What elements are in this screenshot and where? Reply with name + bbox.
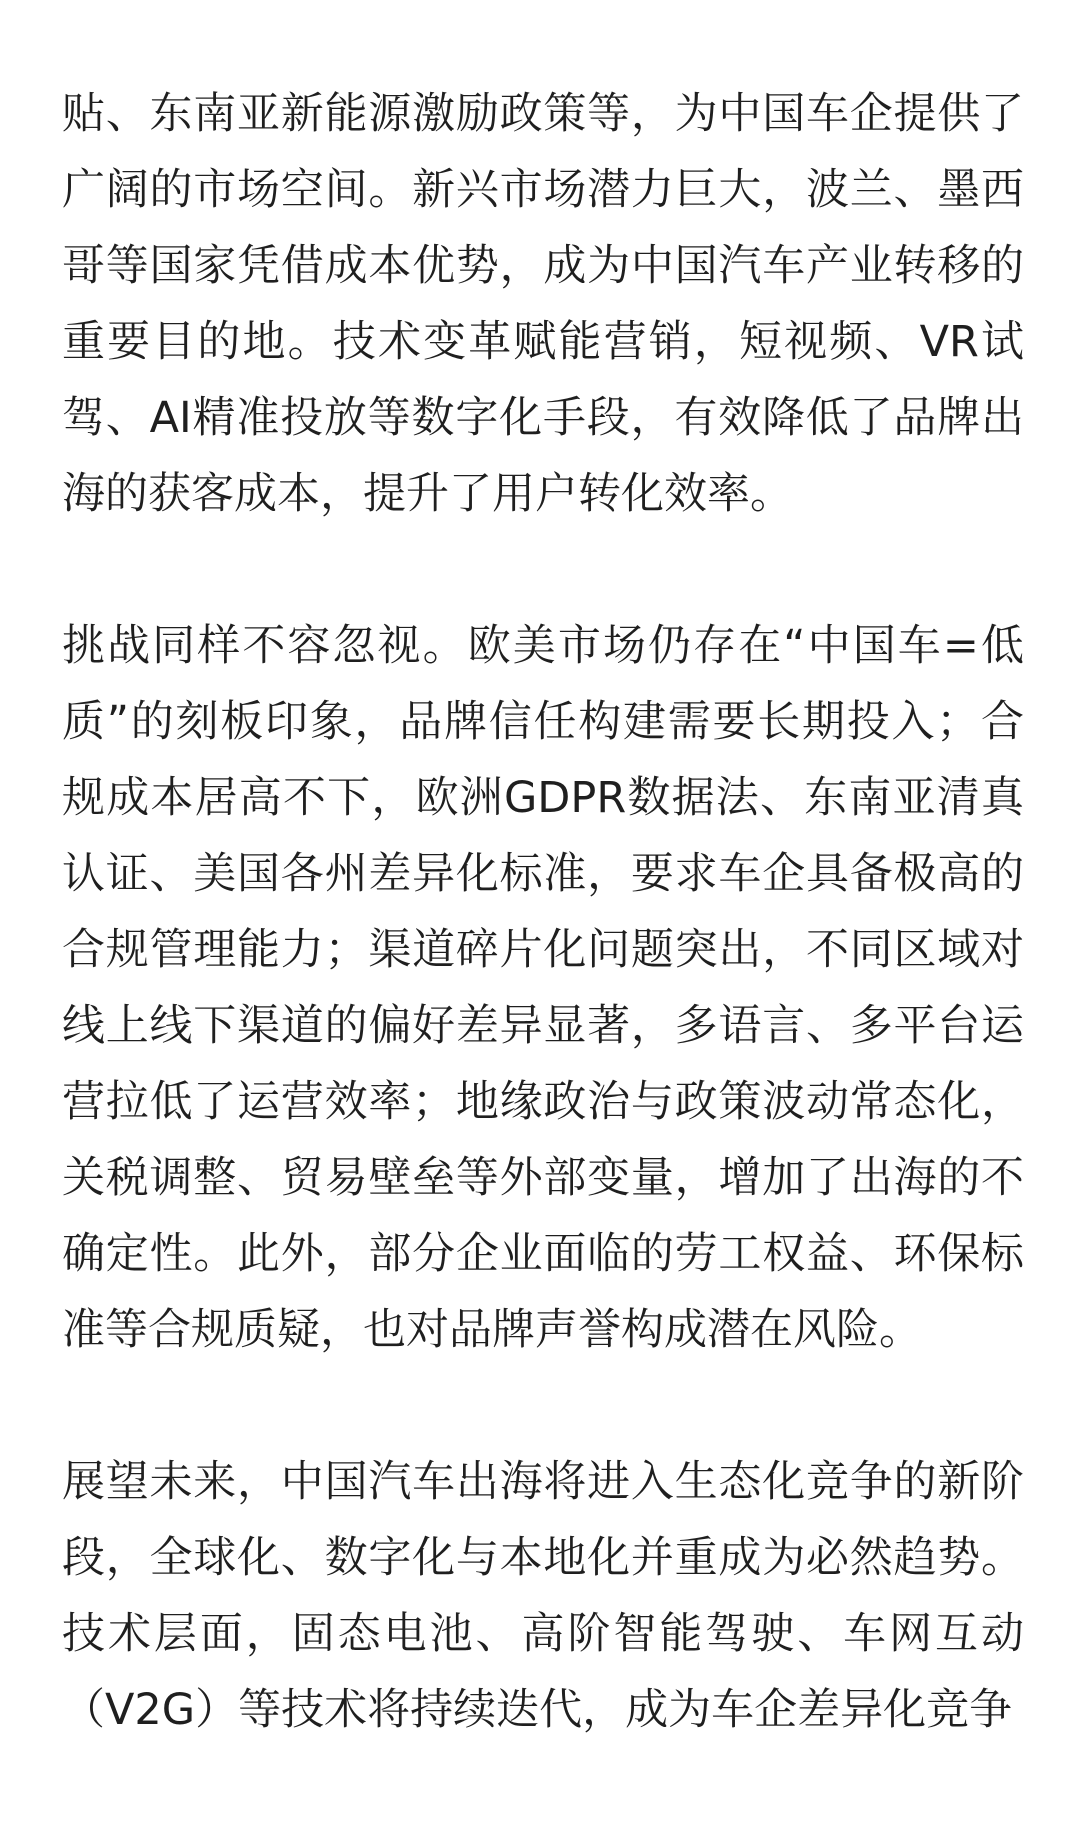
paragraph-outlook bbox=[62, 1444, 1024, 1748]
text-line: 重要目的地。技术变革赋能营销，短视频、VR试 bbox=[62, 317, 1024, 367]
text-line: 关税调整、贸易壁垒等外部变量，增加了出海的不 bbox=[62, 1153, 1024, 1203]
text-line: 展望未来，中国汽车出海将进入生态化竞争的新阶 bbox=[62, 1457, 1024, 1507]
paragraph-challenges bbox=[62, 608, 1024, 1368]
text-line: 驾、AI精准投放等数字化手段，有效降低了品牌出 bbox=[62, 393, 1024, 443]
text-line: 合规管理能力；渠道碎片化问题突出，不同区域对 bbox=[62, 925, 1024, 975]
text-line: 挑战同样不容忽视。欧美市场仍存在“中国车=低 bbox=[62, 621, 1024, 671]
text-line: 贴、东南亚新能源激励政策等，为中国车企提供了 bbox=[62, 89, 1024, 139]
text-line: 海的获客成本，提升了用户转化效率。 bbox=[62, 469, 793, 519]
text-line: 规成本居高不下，欧洲GDPR数据法、东南亚清真 bbox=[62, 773, 1024, 823]
text-line: 技术层面，固态电池、高阶智能驾驶、车网互动 bbox=[62, 1609, 1024, 1659]
text-line: 质”的刻板印象，品牌信任构建需要长期投入；合 bbox=[62, 697, 1024, 747]
text-line: 确定性。此外，部分企业面临的劳工权益、环保标 bbox=[62, 1229, 1024, 1279]
text-line: 线上线下渠道的偏好差异显著，多语言、多平台运 bbox=[62, 1001, 1024, 1051]
text-line: 哥等国家凭借成本优势，成为中国汽车产业转移的 bbox=[62, 241, 1024, 291]
text-line: 段，全球化、数字化与本地化并重成为必然趋势。 bbox=[62, 1533, 1024, 1583]
text-line: 认证、美国各州差异化标准，要求车企具备极高的 bbox=[62, 849, 1024, 899]
text-line: 准等合规质疑，也对品牌声誉构成潜在风险。 bbox=[62, 1305, 922, 1355]
text-line: 营拉低了运营效率；地缘政治与政策波动常态化， bbox=[62, 1077, 1024, 1127]
text-line: 广阔的市场空间。新兴市场潜力巨大，波兰、墨西 bbox=[62, 165, 1024, 215]
paragraph-opportunities bbox=[62, 76, 1024, 532]
text-line: （V2G）等技术将持续迭代，成为车企差异化竞争 bbox=[62, 1685, 1013, 1735]
article-body bbox=[62, 76, 1024, 1824]
